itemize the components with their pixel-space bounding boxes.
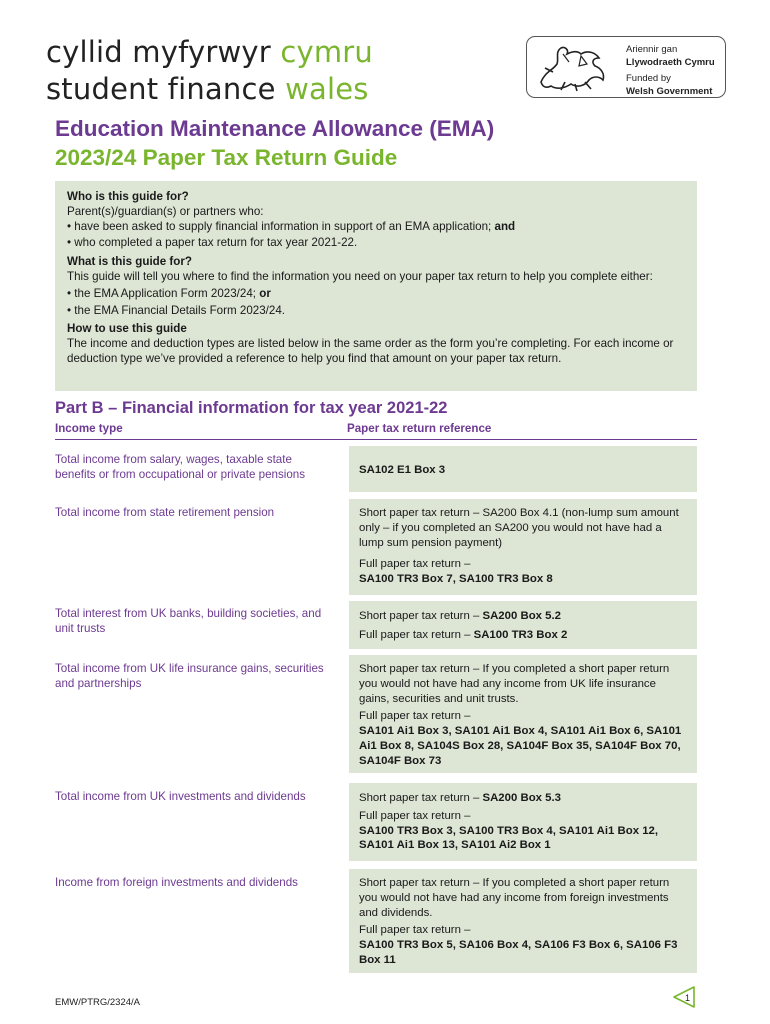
reference-uk-interest-full-value: SA100 TR3 Box 2 — [473, 628, 568, 641]
reference-uk-investments — [349, 783, 697, 861]
who-bullet-2-text: who completed a paper tax return for tax year 2021-22. — [74, 235, 358, 249]
brand-line-english — [46, 71, 373, 108]
what-heading: What is this guide for? — [67, 254, 192, 268]
reference-uk-interest-short — [359, 609, 687, 624]
how-heading: How to use this guide — [67, 321, 187, 335]
reference-state-pension-full-label: Full paper tax return – — [359, 558, 471, 571]
column-header-income: Income type — [55, 422, 123, 435]
brand-welsh-text: cyllid myfyrwyr — [46, 35, 271, 69]
part-b-heading: Part B – Financial information for tax year 2021-22 — [55, 399, 448, 417]
brand-logo — [46, 34, 373, 108]
reference-state-pension-short: Short paper tax return – SA200 Box 4.1 (non-lump sum amount only – if you completed an SA200 you would not have had a lump sum pension payment) — [359, 507, 679, 549]
reference-uk-investments-full-label: Full paper tax return – — [359, 809, 471, 822]
page-title — [55, 114, 494, 172]
welsh-government-logo — [526, 36, 726, 98]
reference-life-insurance-short: Short paper tax return – If you completed a short paper return you would not have had any income from UK life insurance gains, securities and unit trusts. — [359, 663, 670, 705]
gov-line-3: Funded by — [626, 73, 671, 84]
who-heading: Who is this guide for? — [67, 190, 189, 203]
who-bullet-1-text: have been asked to supply financial information in support of an EMA application; — [74, 220, 492, 234]
reference-foreign-investments-short: Short paper tax return – If you completed a short paper return you would not have had any income from foreign investments and dividends. — [359, 877, 670, 919]
what-bullet-1-or: or — [259, 287, 271, 301]
brand-welsh-accent: cymru — [280, 35, 373, 69]
reference-uk-interest-full-label: Full paper tax return – — [359, 628, 471, 641]
reference-uk-interest-full — [359, 628, 687, 643]
reference-uk-investments-short-label: Short paper tax return – — [359, 792, 480, 804]
who-bullet-2: • who completed a paper tax return for tax year 2021-22. — [67, 235, 358, 249]
brand-english-accent: wales — [285, 72, 369, 106]
reference-state-pension-full: SA100 TR3 Box 7, SA100 TR3 Box 8 — [359, 573, 553, 586]
reference-salary-bold: SA102 E1 Box 3 — [359, 464, 446, 476]
what-bullet-1-text: the EMA Application Form 2023/24; — [74, 287, 257, 301]
what-bullet-2-text: the EMA Financial Details Form 2023/24. — [74, 304, 286, 318]
income-type-state-pension: Total income from state retirement pension — [55, 506, 275, 519]
reference-uk-investments-full: SA100 TR3 Box 3, SA100 TR3 Box 4, SA101 Ai1 Box 12, SA101 Ai1 Box 13, SA101 Ai2 Box 1 — [359, 824, 659, 852]
brand-english-text: student finance — [46, 72, 276, 106]
gov-line-1: Ariennir gan — [626, 44, 678, 55]
gov-line-4: Welsh Government — [626, 86, 713, 97]
who-intro: Parent(s)/guardian(s) or partners who: — [67, 205, 264, 219]
gov-text — [626, 43, 715, 98]
header-divider — [55, 439, 697, 440]
reference-salary — [349, 446, 697, 492]
brand-line-welsh — [46, 34, 373, 71]
reference-state-pension — [349, 499, 697, 595]
who-bullet-1-and: and — [494, 220, 516, 234]
gov-line-2: Llywodraeth Cymru — [626, 57, 715, 68]
guide-info-box — [55, 181, 697, 391]
page-number-badge — [672, 985, 698, 1009]
reference-life-insurance-full-label: Full paper tax return – — [359, 710, 471, 723]
document-code: EMW/PTRG/2324/A — [55, 997, 140, 1008]
column-header-reference: Paper tax return reference — [347, 422, 492, 435]
reference-uk-interest — [349, 601, 697, 649]
income-type-salary: Total income from salary, wages, taxable state benefits or from occupational or private pensions — [55, 453, 306, 481]
income-type-life-insurance: Total income from UK life insurance gains, securities and partnerships — [55, 662, 324, 690]
who-bullet-1: • have been asked to supply financial information in support of an EMA application; and — [67, 220, 516, 234]
title-line-1: Education Maintenance Allowance (EMA) — [55, 116, 495, 141]
reference-uk-interest-short-value: SA200 Box 5.2 — [482, 610, 561, 622]
reference-uk-investments-short-value: SA200 Box 5.3 — [482, 792, 561, 804]
reference-foreign-investments-full-label: Full paper tax return – — [359, 924, 471, 937]
dragon-icon — [535, 42, 611, 94]
what-text: This guide will tell you where to find the information you need on your paper tax return to help you complete either: — [67, 270, 653, 284]
title-line-2: 2023/24 Paper Tax Return Guide — [55, 145, 398, 170]
what-bullet-2: • the EMA Financial Details Form 2023/24. — [67, 304, 286, 318]
reference-life-insurance-full: SA101 Ai1 Box 3, SA101 Ai1 Box 4, SA101 Ai1 Box 6, SA101 Ai1 Box 8, SA104S Box 28, SA104F Box 35, SA104F Box 70, SA104F Box 73 — [359, 725, 682, 767]
income-type-uk-investments: Total income from UK investments and dividends — [55, 790, 306, 803]
income-type-foreign-investments: Income from foreign investments and dividends — [55, 876, 298, 889]
how-text: The income and deduction types are listed below in the same order as the form you’re completing. For each income or deduction type we’ve provided a reference to help you find that amount on your paper tax return. — [67, 336, 674, 366]
what-bullet-1: • the EMA Application Form 2023/24; or — [67, 287, 271, 301]
page-number: 1 — [684, 993, 691, 1003]
income-type-uk-interest: Total interest from UK banks, building societies, and unit trusts — [55, 607, 322, 635]
reference-foreign-investments — [349, 869, 697, 973]
reference-uk-investments-short — [359, 791, 687, 806]
reference-life-insurance — [349, 655, 697, 773]
reference-foreign-investments-full: SA100 TR3 Box 5, SA106 Box 4, SA106 F3 Box 6, SA106 F3 Box 11 — [359, 939, 678, 966]
reference-uk-interest-short-label: Short paper tax return – — [359, 610, 480, 622]
